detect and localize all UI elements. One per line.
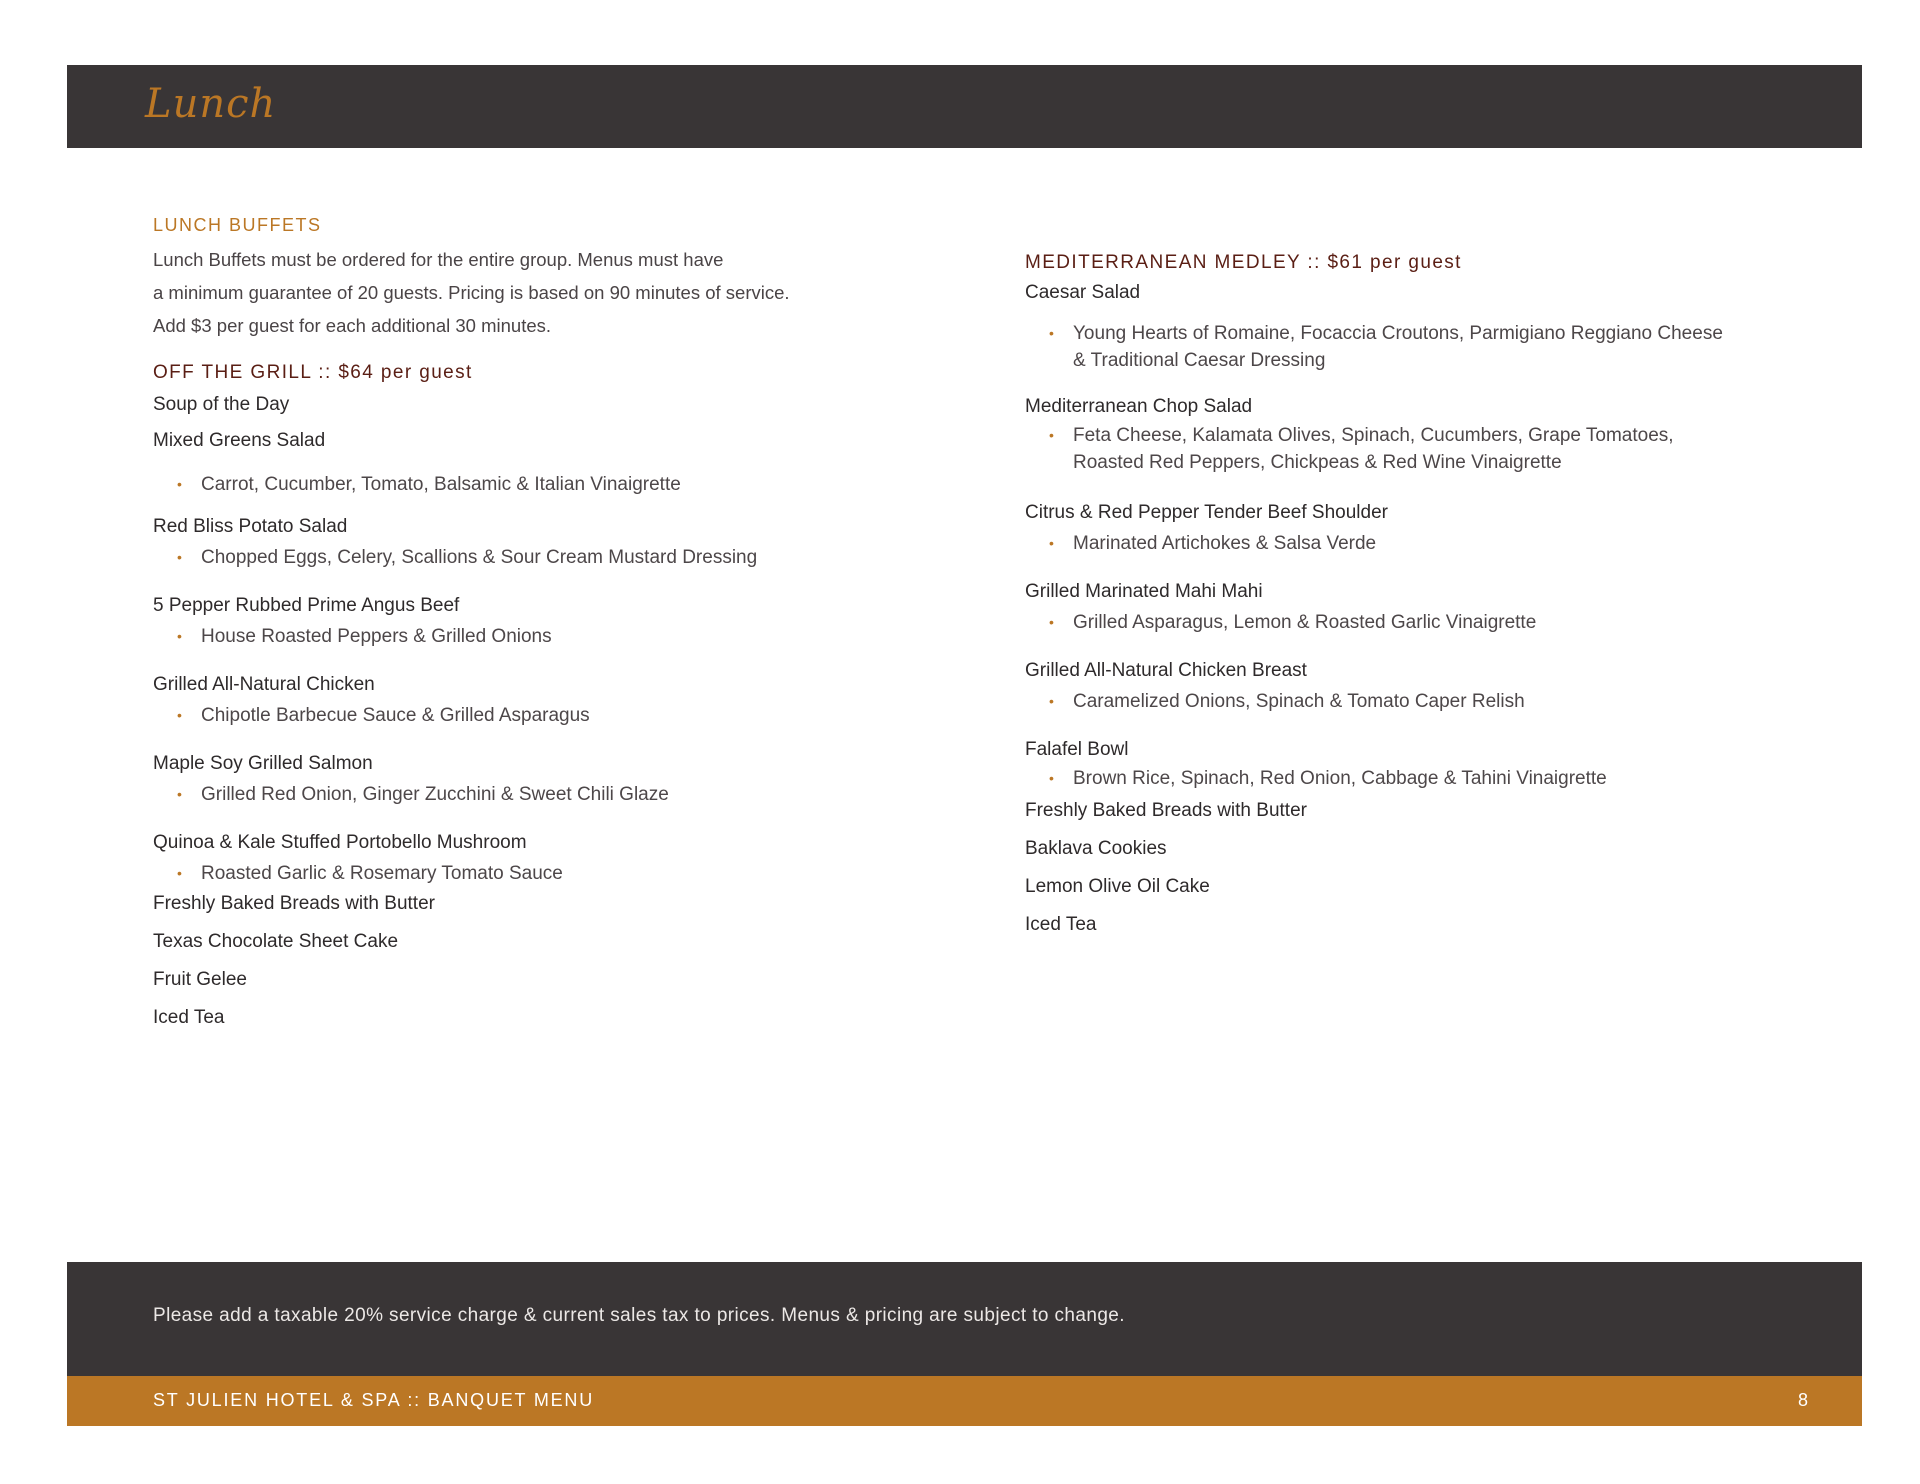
detail-line: • Brown Rice, Spinach, Red Onion, Cabbage & Tahini Vinaigrette (1025, 765, 1805, 792)
bullet-icon: • (1049, 770, 1054, 786)
bullet-icon: • (177, 628, 182, 644)
menu-item: Texas Chocolate Sheet Cake (153, 931, 399, 952)
bullet-icon: • (177, 707, 182, 723)
detail-line: • Grilled Asparagus, Lemon & Roasted Garlic Vinaigrette (1025, 609, 1805, 636)
menu-item-details (153, 544, 913, 571)
lunch-buffets-heading: LUNCH BUFFETS (153, 215, 322, 235)
menu-item: Fruit Gelee (153, 969, 247, 990)
menu-item: Caesar Salad (1025, 282, 1141, 303)
detail-line: Roasted Red Peppers, Chickpeas & Red Wine Vinaigrette (1073, 452, 1562, 473)
bullet-icon: • (1049, 693, 1054, 709)
menu-item-details (153, 702, 913, 729)
bullet-icon: • (1049, 614, 1054, 630)
intro-text (153, 243, 913, 342)
menu-item: Maple Soy Grilled Salmon (153, 753, 373, 774)
menu-item: Soup of the Day (153, 394, 290, 415)
menu-item: 5 Pepper Rubbed Prime Angus Beef (153, 595, 460, 616)
intro-line: a minimum guarantee of 20 guests. Pricing is based on 90 minutes of service. (153, 282, 790, 303)
menu-item: Mediterranean Chop Salad (1025, 396, 1253, 417)
footer-strip (67, 1376, 1862, 1426)
detail-line: • Young Hearts of Romaine, Focaccia Croutons, Parmigiano Reggiano Cheese (1025, 320, 1805, 347)
bullet-icon: • (177, 476, 182, 492)
detail-line: • Roasted Garlic & Rosemary Tomato Sauce (153, 860, 913, 887)
menu-item-details (1025, 530, 1805, 557)
detail-line: • Chopped Eggs, Celery, Scallions & Sour Cream Mustard Dressing (153, 544, 913, 571)
detail-line: & Traditional Caesar Dressing (1073, 350, 1326, 371)
detail-line: • House Roasted Peppers & Grilled Onions (153, 623, 913, 650)
menu-item-details (1025, 765, 1805, 792)
menu-item: Grilled All-Natural Chicken (153, 674, 375, 695)
menu-item-details (153, 471, 913, 498)
menu-item: Iced Tea (1025, 914, 1097, 935)
left-column (153, 215, 913, 1033)
bullet-icon: • (177, 786, 182, 802)
menu-item: Mixed Greens Salad (153, 430, 326, 451)
off-the-grill-heading: OFF THE GRILL :: $64 per guest (153, 362, 473, 383)
footer-bar (67, 1262, 1862, 1376)
menu-item: Citrus & Red Pepper Tender Beef Shoulder (1025, 502, 1388, 523)
menu-item-details (1025, 609, 1805, 636)
menu-item: Quinoa & Kale Stuffed Portobello Mushroom (153, 832, 527, 853)
menu-item-details (153, 623, 913, 650)
menu-item: Freshly Baked Breads with Butter (153, 893, 435, 914)
detail-line: • Grilled Red Onion, Ginger Zucchini & Sweet Chili Glaze (153, 781, 913, 808)
bullet-icon: • (1049, 535, 1054, 551)
detail-line: • Caramelized Onions, Spinach & Tomato Caper Relish (1025, 688, 1805, 715)
menu-item-details (1025, 320, 1805, 374)
menu-item-details (1025, 688, 1805, 715)
bullet-icon: • (1049, 325, 1054, 341)
menu-item-details (153, 860, 913, 887)
menu-item: Grilled Marinated Mahi Mahi (1025, 581, 1263, 602)
menu-item: Lemon Olive Oil Cake (1025, 876, 1210, 897)
menu-item: Grilled All-Natural Chicken Breast (1025, 660, 1307, 681)
page-number: 8 (1797, 1390, 1808, 1410)
menu-item: Falafel Bowl (1025, 739, 1129, 760)
menu-item-details (1025, 422, 1805, 476)
menu-item: Freshly Baked Breads with Butter (1025, 800, 1307, 821)
detail-line: • Carrot, Cucumber, Tomato, Balsamic & Italian Vinaigrette (153, 471, 913, 498)
detail-line: • Feta Cheese, Kalamata Olives, Spinach, Cucumbers, Grape Tomatoes, (1025, 422, 1805, 449)
header-bar (67, 65, 1862, 148)
footer-brand: ST JULIEN HOTEL & SPA :: BANQUET MENU (153, 1390, 595, 1410)
page-title: Lunch (145, 81, 277, 127)
mediterranean-medley-heading: MEDITERRANEAN MEDLEY :: $61 per guest (1025, 252, 1462, 273)
detail-line: • Chipotle Barbecue Sauce & Grilled Asparagus (153, 702, 913, 729)
menu-item: Iced Tea (153, 1007, 225, 1028)
bullet-icon: • (177, 865, 182, 881)
menu-item: Baklava Cookies (1025, 838, 1167, 859)
service-charge-note: Please add a taxable 20% service charge & current sales tax to prices. Menus & pricing are subject to change. (153, 1305, 1125, 1326)
right-column (1025, 248, 1805, 940)
menu-item-details (153, 781, 913, 808)
intro-line: Lunch Buffets must be ordered for the entire group. Menus must have (153, 249, 724, 270)
bullet-icon: • (1049, 427, 1054, 443)
intro-line: Add $3 per guest for each additional 30 minutes. (153, 315, 552, 336)
menu-item: Red Bliss Potato Salad (153, 516, 348, 537)
detail-line: • Marinated Artichokes & Salsa Verde (1025, 530, 1805, 557)
bullet-icon: • (177, 549, 182, 565)
